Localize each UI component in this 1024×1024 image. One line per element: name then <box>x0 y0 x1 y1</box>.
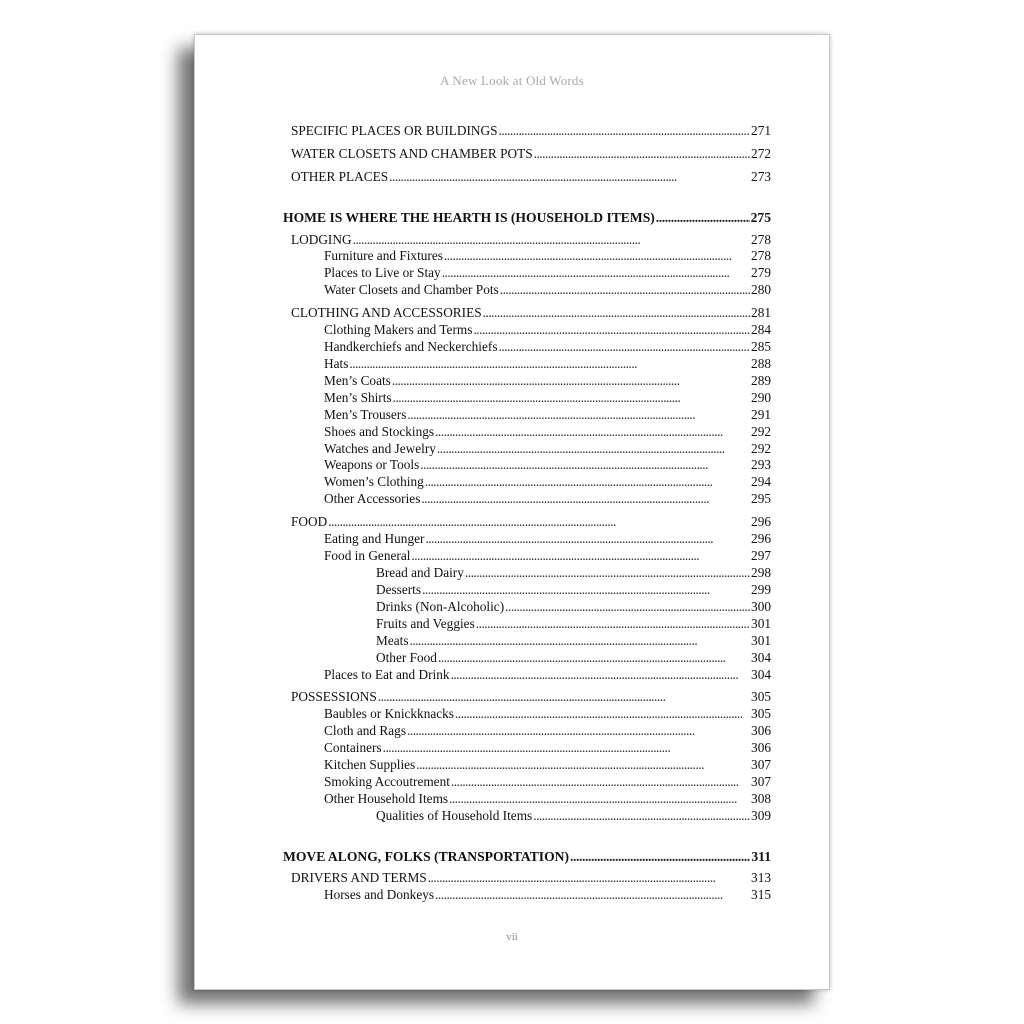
toc-entry-title: Watches and Jewelry <box>324 441 436 456</box>
toc-entry[interactable] <box>324 791 771 807</box>
toc-entry-title: LODGING <box>291 232 352 247</box>
dot-leader <box>392 373 750 389</box>
toc-page-number: 278 <box>751 232 771 247</box>
toc-entry-title: Men’s Coats <box>324 373 391 388</box>
toc-page-number: 304 <box>751 667 771 682</box>
toc-entry[interactable] <box>283 210 771 226</box>
toc-entry[interactable] <box>324 457 771 473</box>
toc-entry[interactable] <box>376 633 771 649</box>
toc-entry-title: Other Accessories <box>324 491 421 506</box>
toc-page-number: 299 <box>751 582 771 597</box>
dot-leader <box>378 689 750 705</box>
toc-entry-title: DRIVERS AND TERMS <box>291 870 427 885</box>
toc-page-number: 284 <box>751 322 771 337</box>
dot-leader <box>349 356 750 372</box>
toc-entry-title: Handkerchiefs and Neckerchiefs <box>324 339 498 354</box>
toc-entry[interactable] <box>324 424 771 440</box>
toc-entry-title: Horses and Donkeys <box>324 887 435 902</box>
dot-leader <box>353 232 750 248</box>
toc-entry[interactable] <box>324 356 771 372</box>
toc-entry-title: Men’s Shirts <box>324 390 392 405</box>
toc-entry[interactable] <box>291 232 771 248</box>
toc-page-number: 292 <box>751 441 771 456</box>
toc-page-number: 291 <box>751 407 771 422</box>
toc-entry-title: Meats <box>376 633 409 648</box>
toc-entry[interactable] <box>376 565 771 581</box>
toc-page-number: 313 <box>751 870 771 885</box>
toc-entry[interactable] <box>376 599 771 615</box>
toc-entry-title: Furniture and Fixtures <box>324 248 443 263</box>
toc-entry-title: Food in General <box>324 548 411 563</box>
toc-entry-title: Eating and Hunger <box>324 531 425 546</box>
toc-entry-title: Cloth and Rags <box>324 723 406 738</box>
dot-leader <box>465 565 750 581</box>
toc-entry-title: Men’s Trousers <box>324 407 407 422</box>
dot-leader <box>428 870 750 886</box>
dot-leader <box>435 887 750 903</box>
toc-page-number: 280 <box>751 282 771 297</box>
toc-entry[interactable] <box>324 474 771 490</box>
toc-entry[interactable] <box>324 774 771 790</box>
toc-page-number: 293 <box>751 457 771 472</box>
toc-page-number: 290 <box>751 390 771 405</box>
toc-entry-title: Bread and Dairy <box>376 565 464 580</box>
toc-page-number: 315 <box>751 887 771 902</box>
toc-entry-title: Shoes and Stockings <box>324 424 435 439</box>
dot-leader <box>411 548 750 564</box>
toc-page-number: 296 <box>751 514 771 529</box>
dot-leader <box>437 441 750 457</box>
toc-entry[interactable] <box>291 305 771 321</box>
dot-leader <box>410 633 751 649</box>
dot-leader <box>422 582 750 598</box>
toc-entry-title: FOOD <box>291 514 328 529</box>
toc-entry-title: Drinks (Non-Alcoholic) <box>376 599 505 614</box>
dot-leader <box>533 808 750 824</box>
dot-leader <box>435 424 750 440</box>
toc-entry[interactable] <box>376 650 771 666</box>
page-folio: vii <box>506 931 518 943</box>
toc-entry[interactable] <box>324 265 771 281</box>
toc-entry-title: Places to Eat and Drink <box>324 667 450 682</box>
toc-entry-title: Kitchen Supplies <box>324 757 416 772</box>
toc-page-number: 273 <box>751 169 771 184</box>
dot-leader <box>393 390 750 406</box>
dot-leader <box>444 248 750 264</box>
toc-page-number: 272 <box>751 146 771 161</box>
toc-entry-title: Containers <box>324 740 382 755</box>
toc-page-number: 300 <box>751 599 771 614</box>
toc-entry-title: Qualities of Household Items <box>376 808 533 823</box>
toc-page-number: 301 <box>751 633 771 648</box>
toc-entry-title: CLOTHING AND ACCESSORIES <box>291 305 482 320</box>
toc-entry[interactable] <box>291 123 771 139</box>
toc-entry[interactable] <box>324 757 771 773</box>
dot-leader <box>451 774 750 790</box>
toc-entry[interactable] <box>376 582 771 598</box>
toc-entry-title: WATER CLOSETS AND CHAMBER POTS <box>291 146 533 161</box>
toc-page-number: 305 <box>751 706 771 721</box>
dot-leader <box>442 265 750 281</box>
dot-leader <box>473 322 750 338</box>
dot-leader <box>505 599 750 615</box>
toc-page-number: 275 <box>750 210 771 225</box>
toc-entry[interactable] <box>324 373 771 389</box>
toc-page-number: 271 <box>751 123 771 138</box>
toc-entry[interactable] <box>291 514 771 530</box>
toc-entry-title: Hats <box>324 356 349 371</box>
dot-leader <box>500 282 750 298</box>
toc-page-number: 292 <box>751 424 771 439</box>
dot-leader <box>499 123 751 139</box>
toc-entry-title: Water Closets and Chamber Pots <box>324 282 499 297</box>
toc-entry[interactable] <box>283 849 771 865</box>
toc-page-number: 294 <box>751 474 771 489</box>
toc-entry[interactable] <box>291 146 771 162</box>
dot-leader <box>534 146 750 162</box>
toc-entry[interactable] <box>324 390 771 406</box>
toc-entry[interactable] <box>324 282 771 298</box>
running-head: A New Look at Old Words <box>440 73 584 88</box>
dot-leader <box>425 531 750 547</box>
dot-leader <box>476 616 750 632</box>
toc-entry[interactable] <box>291 169 771 185</box>
dot-leader <box>455 706 750 722</box>
toc-page-number: 304 <box>751 650 771 665</box>
toc-entry-title: OTHER PLACES <box>291 169 389 184</box>
toc-page-number: 289 <box>751 373 771 388</box>
dot-leader <box>425 474 750 490</box>
toc-entry-title: Other Household Items <box>324 791 449 806</box>
toc-entry[interactable] <box>291 870 771 886</box>
toc-entry[interactable] <box>324 531 771 547</box>
toc-entry[interactable] <box>324 441 771 457</box>
toc-page-number: 309 <box>751 808 771 823</box>
toc-entry-title: Women’s Clothing <box>324 474 424 489</box>
dot-leader <box>438 650 750 666</box>
toc-entry[interactable] <box>324 491 771 507</box>
toc-page-number: 298 <box>751 565 771 580</box>
dot-leader <box>416 757 750 773</box>
toc-entry[interactable] <box>324 887 771 903</box>
toc-entry-title: Smoking Accoutrement <box>324 774 450 789</box>
toc-entry[interactable] <box>376 808 771 824</box>
toc-page-number: 306 <box>751 740 771 755</box>
toc-page-number: 281 <box>751 305 771 320</box>
toc-entry[interactable] <box>324 339 771 355</box>
toc-page-number: 301 <box>751 616 771 631</box>
dot-leader <box>570 849 750 865</box>
toc-page-number: 297 <box>751 548 771 563</box>
toc-entry-title: Places to Live or Stay <box>324 265 441 280</box>
toc-page-number: 288 <box>751 356 771 371</box>
dot-leader <box>407 407 750 423</box>
toc-page-number: 279 <box>751 265 771 280</box>
toc-page-number: 311 <box>751 849 771 864</box>
dot-leader <box>656 210 750 226</box>
toc-entry[interactable] <box>324 723 771 739</box>
toc-entry-title: Baubles or Knickknacks <box>324 706 454 721</box>
toc-entry[interactable] <box>324 740 771 756</box>
toc-entry-title: Other Food <box>376 650 437 665</box>
toc-entry[interactable] <box>324 322 771 338</box>
toc-page-number: 295 <box>751 491 771 506</box>
toc-entry-title: Clothing Makers and Terms <box>324 322 473 337</box>
dot-leader <box>383 740 750 756</box>
toc-entry-title: Fruits and Veggies <box>376 616 475 631</box>
toc-page-number: 308 <box>751 791 771 806</box>
toc-page-number: 285 <box>751 339 771 354</box>
dot-leader <box>483 305 750 321</box>
toc-entry[interactable] <box>324 248 771 264</box>
dot-leader <box>420 457 750 473</box>
toc-page-number: 278 <box>751 248 771 263</box>
toc-entry-title: HOME IS WHERE THE HEARTH IS (HOUSEHOLD ITEMS) <box>283 210 655 225</box>
toc-entry[interactable] <box>291 689 771 705</box>
toc-page-number: 296 <box>751 531 771 546</box>
toc-page-number: 306 <box>751 723 771 738</box>
toc-entry-title: SPECIFIC PLACES OR BUILDINGS <box>291 123 498 138</box>
toc-entry[interactable] <box>376 616 771 632</box>
book-page <box>194 34 830 990</box>
toc-entry-title: Weapons or Tools <box>324 457 420 472</box>
toc-page-number: 307 <box>751 774 771 789</box>
dot-leader <box>421 491 750 507</box>
toc-entry[interactable] <box>324 548 771 564</box>
dot-leader <box>389 169 750 185</box>
dot-leader <box>449 791 750 807</box>
toc-entry[interactable] <box>324 407 771 423</box>
toc-entry[interactable] <box>324 706 771 722</box>
toc-entry-title: POSSESSIONS <box>291 689 377 704</box>
dot-leader <box>407 723 750 739</box>
toc-entry-title: MOVE ALONG, FOLKS (TRANSPORTATION) <box>283 849 570 864</box>
dot-leader <box>451 667 750 683</box>
toc-entry[interactable] <box>324 667 771 683</box>
dot-leader <box>499 339 751 355</box>
toc-page-number: 305 <box>751 689 771 704</box>
toc-entry-title: Desserts <box>376 582 422 597</box>
dot-leader <box>328 514 750 530</box>
toc-page-number: 307 <box>751 757 771 772</box>
